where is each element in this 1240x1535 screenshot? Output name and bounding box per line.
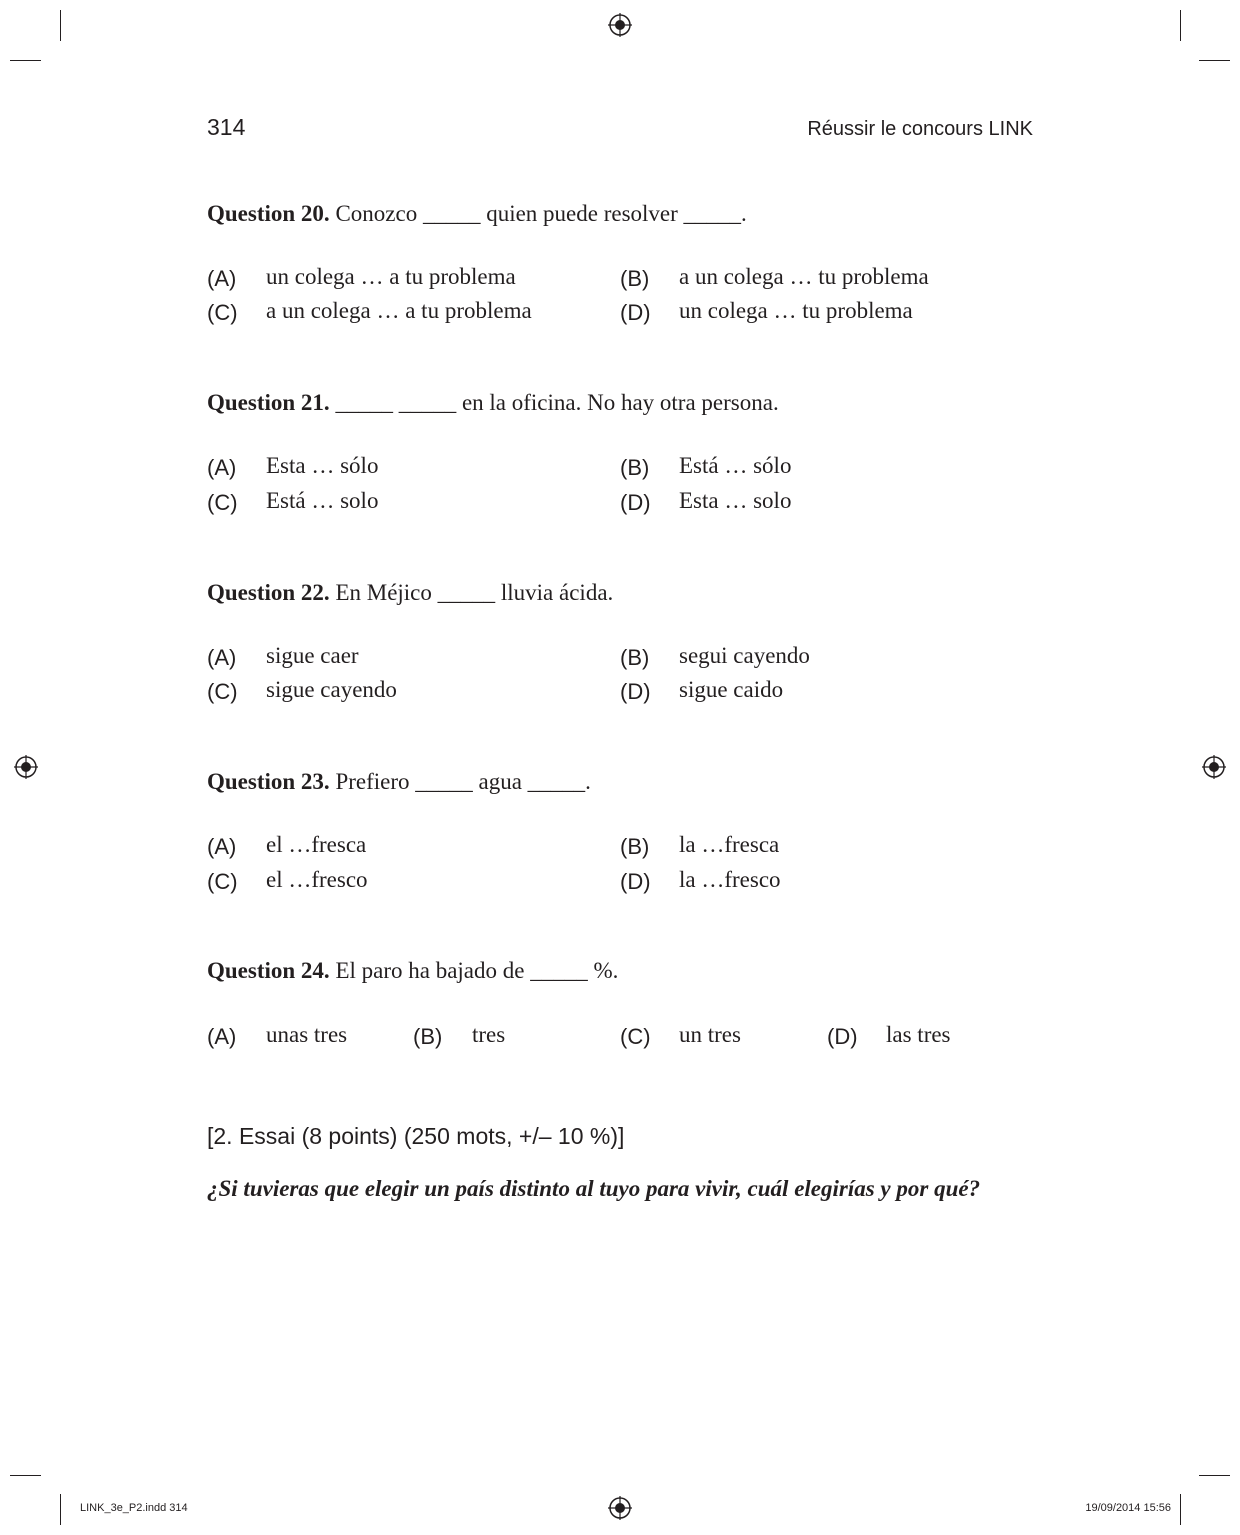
slug-date-time: 19/09/2014 15:56 [1085, 1502, 1171, 1514]
question-label: Question 21. [207, 390, 330, 415]
option-letter: (A) [207, 645, 237, 670]
question-label: Question 23. [207, 769, 330, 794]
option-letter: (B) [620, 834, 650, 859]
option-text: un colega … a tu problema [266, 264, 516, 289]
option-letter: (D) [620, 679, 651, 704]
question-text: En Méjico _____ lluvia ácida. [335, 580, 614, 605]
registration-mark-icon [608, 13, 632, 37]
question-label: Question 24. [207, 958, 330, 983]
essay-prompt: ¿Si tuvieras que elegir un país distinto al tuyo para vivir, cuál elegirías y por qué? [207, 1176, 981, 1201]
question-label: Question 20. [207, 201, 330, 226]
page-number: 314 [207, 114, 246, 140]
option-text: sigue caer [266, 643, 359, 668]
option-text: tres [472, 1022, 506, 1047]
question-22 [207, 580, 613, 606]
option-letter: (C) [207, 490, 238, 515]
registration-mark-icon [608, 1496, 632, 1520]
option-text: el …fresca [266, 832, 367, 857]
option-text: a un colega … a tu problema [266, 298, 532, 323]
question-21 [207, 390, 779, 416]
option-text: sigue cayendo [266, 677, 397, 702]
crop-mark [1199, 1475, 1230, 1476]
crop-mark [1180, 10, 1181, 41]
question-text: Prefiero _____ agua _____. [335, 769, 591, 794]
option-letter: (A) [207, 455, 237, 480]
option-text: un tres [679, 1022, 741, 1047]
option-text: unas tres [266, 1022, 348, 1047]
option-letter: (C) [207, 679, 238, 704]
registration-mark-icon [1202, 755, 1226, 779]
question-text: El paro ha bajado de _____ %. [335, 958, 619, 983]
option-text: el …fresco [266, 867, 368, 892]
option-text: Esta … solo [679, 488, 792, 513]
crop-mark [10, 1475, 41, 1476]
question-text: Conozco _____ quien puede resolver _____. [335, 201, 747, 226]
option-letter: (D) [620, 869, 651, 894]
option-letter: (B) [620, 645, 650, 670]
option-letter: (A) [207, 834, 237, 859]
option-letter: (D) [620, 300, 651, 325]
option-text: Esta … sólo [266, 453, 379, 478]
question-20 [207, 201, 747, 227]
option-letter: (A) [207, 1024, 237, 1049]
option-text: segui cayendo [679, 643, 810, 668]
option-text: Está … solo [266, 488, 379, 513]
option-text: a un colega … tu problema [679, 264, 929, 289]
question-23 [207, 769, 591, 795]
option-letter: (C) [207, 869, 238, 894]
registration-mark-icon [14, 755, 38, 779]
option-letter: (D) [620, 490, 651, 515]
option-text: sigue caido [679, 677, 784, 702]
crop-mark [10, 60, 41, 61]
running-head: Réussir le concours LINK [807, 118, 1033, 140]
option-letter: (C) [207, 300, 238, 325]
option-text: un colega … tu problema [679, 298, 913, 323]
essay-heading: [2. Essai (8 points) (250 mots, +/– 10 %)] [207, 1123, 625, 1149]
option-text: la …fresca [679, 832, 780, 857]
crop-mark [1180, 1494, 1181, 1525]
option-letter: (D) [827, 1024, 858, 1049]
question-text: _____ _____ en la oficina. No hay otra persona. [335, 390, 779, 415]
option-letter: (B) [620, 455, 650, 480]
option-letter: (C) [620, 1024, 651, 1049]
crop-mark [60, 10, 61, 41]
option-text: la …fresco [679, 867, 781, 892]
slug-file-info: LINK_3e_P2.indd 314 [80, 1502, 188, 1514]
option-letter: (B) [413, 1024, 443, 1049]
option-letter: (B) [620, 266, 650, 291]
crop-mark [60, 1494, 61, 1525]
option-letter: (A) [207, 266, 237, 291]
question-24 [207, 958, 618, 984]
option-text: Está … sólo [679, 453, 792, 478]
question-label: Question 22. [207, 580, 330, 605]
crop-mark [1199, 60, 1230, 61]
option-text: las tres [886, 1022, 951, 1047]
